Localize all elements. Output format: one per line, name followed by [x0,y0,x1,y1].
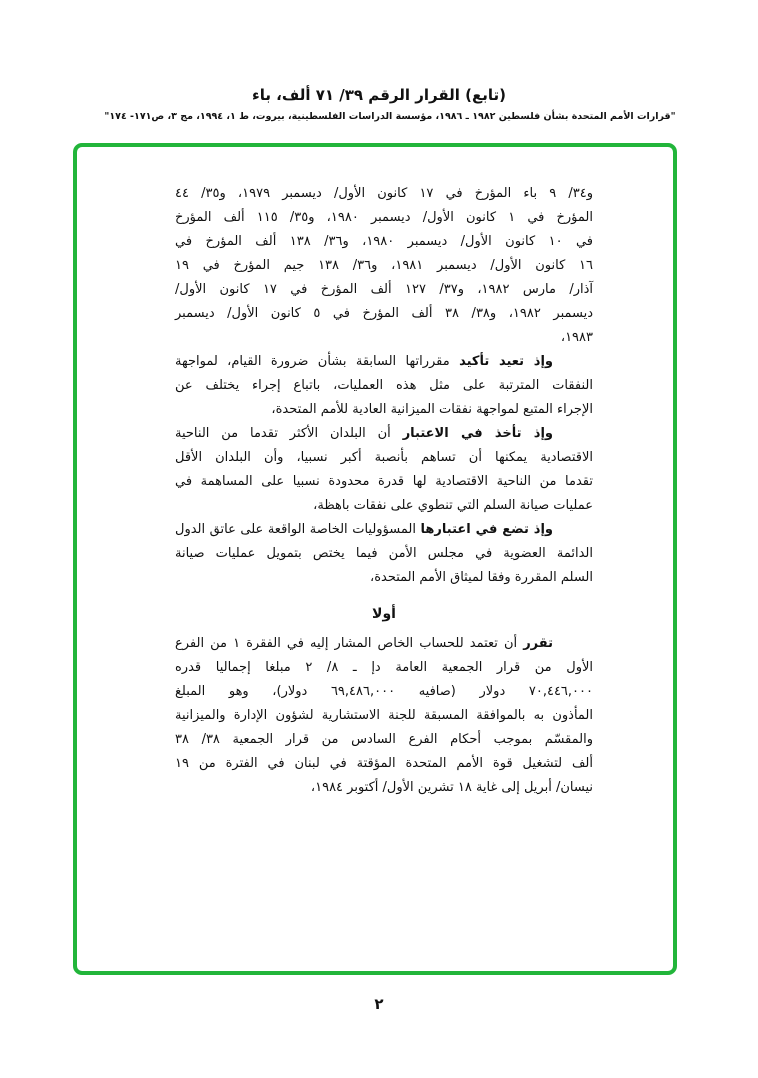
page-title: (تابع) القرار الرقم ٣٩/ ٧١ ألف، باء [252,86,506,104]
text-line [175,206,593,230]
paragraph [175,350,593,422]
line-text: الدائمة العضوية في مجلس الأمن فيما يختص بتمويل عمليات صيانة [175,546,593,561]
bold-lead-phrase: وإذ تضع في اعتبارها [420,522,553,537]
source-citation: "قرارات الأمم المتحدة بشأن فلسطين ١٩٨٢ ـ ١٩٨٦، مؤسسة الدراسات الفلسطينية، بيروت، ط ١، ١٩٩٤، مج ٣، ص١٧١- ١٧٤" [104,111,676,122]
section-heading: أولا [372,606,396,622]
text-line [175,566,593,590]
page-number: ٢ [374,995,384,1013]
text-line [175,374,593,398]
line-text: الإجراء المتبع لمواجهة نفقات الميزانية العادية للأمم المتحدة، [271,402,593,417]
text-line [175,230,593,254]
paragraph [175,518,593,590]
document-body [175,182,593,800]
text-line [175,680,593,704]
line-text: ١٩٨٣، [560,330,593,345]
text-line [175,350,593,374]
line-text: النفقات المترتبة على مثل هذه العمليات، باتباع إجراء يختلف عن [175,378,593,393]
text-line [175,398,593,422]
text-line [175,752,593,776]
text-line [175,302,593,326]
line-text: في ١٠ كانون الأول/ ديسمبر ١٩٨٠، و٣٦/ ١٣٨ ألف المؤرخ في [175,234,594,249]
line-text: أن تعتمد للحساب الخاص المشار إليه في الفقرة ١ من الفرع [175,636,518,651]
text-line [175,776,593,800]
text-line [175,728,593,752]
line-text: المسؤوليات الخاصة الواقعة على عاتق الدول [175,522,416,537]
text-line [175,182,593,206]
text-line [175,704,593,728]
line-text: المأذون به بالموافقة المسبقة للجنة الاستشارية لشؤون الإدارة والميزانية [175,708,593,723]
text-line [175,470,593,494]
line-text: الاقتصادية يمكنها أن تساهم بأنصبة أكبر نسبيا، وأن البلدان الأقل [175,450,593,465]
paragraph [175,422,593,518]
line-text: الأول من قرار الجمعية العامة دإ ـ ٨/ ٢ مبلغا إجماليا قدره [175,660,594,675]
paragraph [175,632,593,800]
bold-lead-phrase: وإذ تأخذ في الاعتبار [402,426,553,441]
text-line [175,446,593,470]
text-line [175,278,593,302]
paragraph [175,182,593,350]
line-text: ١٦ كانون الأول/ ديسمبر ١٩٨١، و٣٦/ ١٣٨ جيم المؤرخ في ١٩ [175,258,593,273]
line-text: و٣٤/ ٩ باء المؤرخ في ١٧ كانون الأول/ ديسمبر ١٩٧٩، و٣٥/ ٤٤ [175,186,594,201]
line-text: مقرراتها السابقة بشأن ضرورة القيام، لمواجهة [175,354,450,369]
line-text: تقدما من الناحية الاقتصادية لها قدرة محدودة نسبيا على المساهمة في [175,474,593,489]
text-line [175,632,593,656]
text-line [175,422,593,446]
bold-lead-phrase: وإذ تعيد تأكيد [459,354,553,369]
text-line [175,518,593,542]
line-text: المؤرخ في ١ كانون الأول/ ديسمبر ١٩٨٠، و٣٥/ ١١٥ ألف المؤرخ [175,210,593,225]
line-text: السلم المقررة وفقا لميثاق الأمم المتحدة، [370,570,593,585]
line-text: آذار/ مارس ١٩٨٢، و٣٧/ ١٢٧ ألف المؤرخ في ١٧ كانون الأول/ [175,282,593,297]
line-text: والمقسّم بموجب أحكام الفرع السادس من قرار الجمعية ٣٨/ ٣٨ [175,732,594,747]
line-text: نيسان/ أبريل إلى غاية ١٨ تشرين الأول/ أكتوبر ١٩٨٤، [310,780,593,795]
text-line [175,656,593,680]
text-line [175,254,593,278]
line-text: ديسمبر ١٩٨٢، و٣٨/ ٣٨ ألف المؤرخ في ٥ كانون الأول/ ديسمبر [175,306,594,321]
text-line [175,326,593,350]
line-text: ألف لتشغيل قوة الأمم المتحدة المؤقتة في لبنان في الفترة من ١٩ [175,756,593,771]
text-line [175,542,593,566]
line-text: عمليات صيانة السلم التي تنطوي على نفقات باهظة، [313,498,593,513]
bold-lead-phrase: تقرر [523,636,554,651]
text-line [175,494,593,518]
line-text: ٧٠,٤٤٦,٠٠٠ دولار (صافيه ٦٩,٤٨٦,٠٠٠ دولار)، وهو المبلغ [175,684,593,699]
line-text: أن البلدان الأكثر تقدما من الناحية [175,426,391,441]
